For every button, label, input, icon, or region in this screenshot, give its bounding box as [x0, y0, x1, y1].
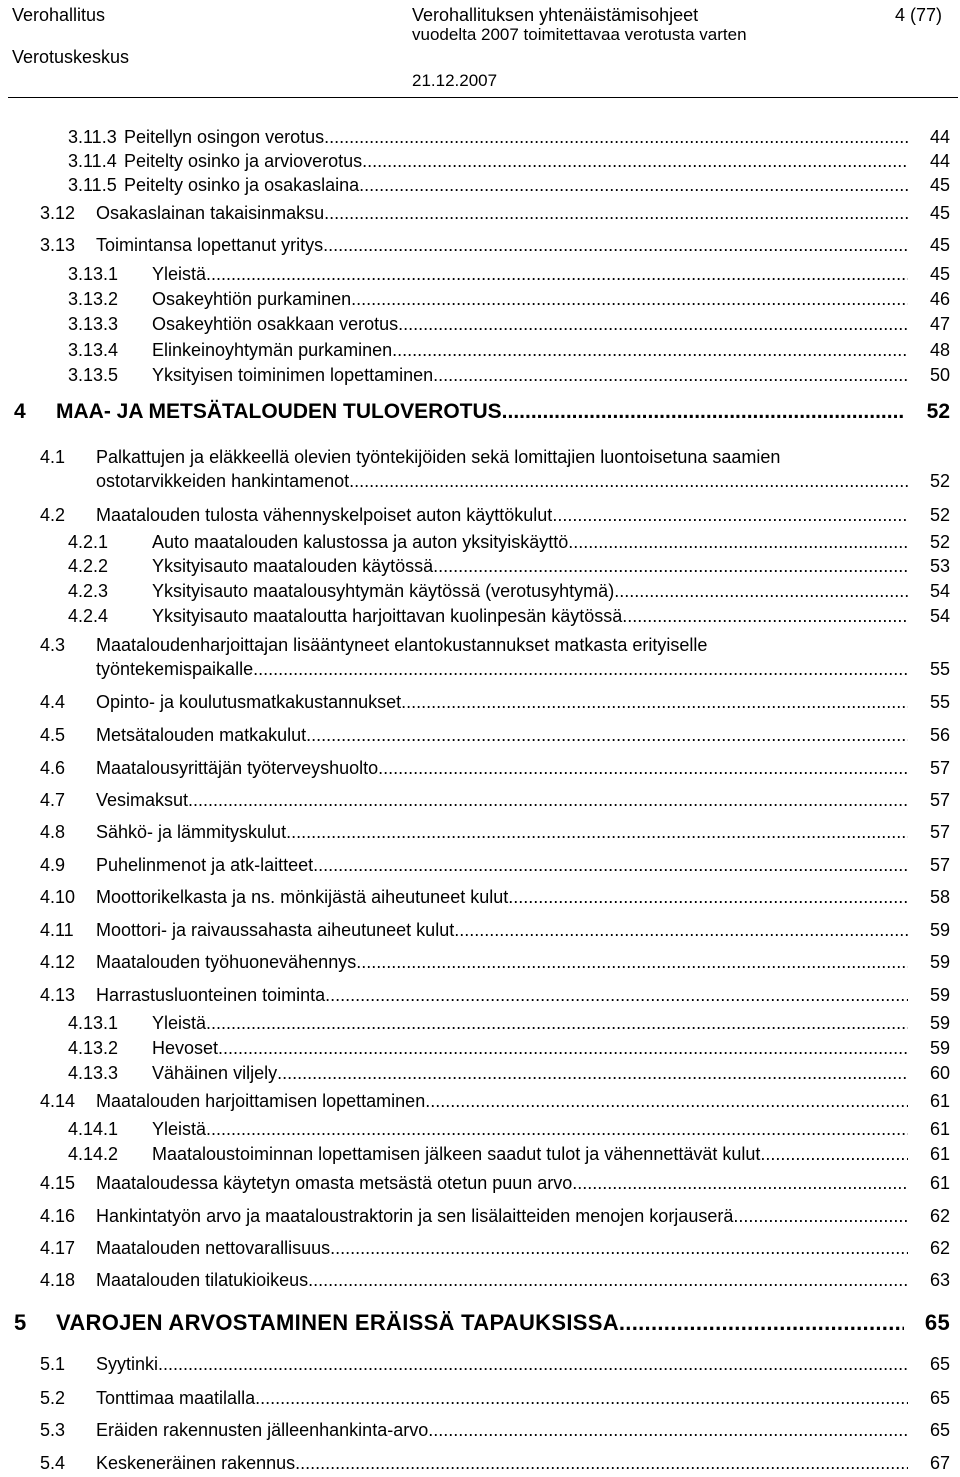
dot-leader	[356, 950, 908, 974]
dot-leader	[286, 820, 908, 844]
toc-entry-title-line	[96, 1418, 908, 1442]
toc-entry[interactable]	[0, 1309, 960, 1335]
toc-entry[interactable]	[0, 530, 960, 556]
toc-entry-title-line	[96, 1386, 908, 1410]
toc-entry-title-line	[96, 503, 908, 527]
toc-entry-title-line	[96, 950, 908, 974]
toc-entry-title-line	[96, 885, 908, 909]
toc-entry-number: 4.2.3	[68, 581, 109, 601]
toc-entry[interactable]	[0, 820, 960, 846]
dot-leader	[253, 657, 908, 681]
toc-entry-page: 57	[929, 855, 950, 875]
toc-entry-number: 4.8	[40, 822, 66, 842]
toc-entry-number: 3.13.1	[68, 264, 119, 284]
toc-entry[interactable]	[0, 1204, 960, 1230]
toc-entry-title: Yksityisauto maatalouden käytössä	[152, 556, 434, 576]
toc-entry[interactable]	[0, 1117, 960, 1143]
toc-entry-page: 54	[929, 606, 950, 626]
dot-leader	[206, 1011, 908, 1035]
dot-leader	[277, 1061, 908, 1085]
toc-entry-title: Yleistä	[152, 1119, 207, 1139]
toc-entry-title-line	[152, 1117, 908, 1141]
toc-entry-title: Moottori- ja raivaussahasta aiheutuneet kulut	[96, 920, 455, 940]
toc-entry-number: 3.13	[40, 235, 76, 255]
toc-entry-title-line	[56, 1309, 904, 1337]
dot-leader	[401, 690, 908, 714]
toc-entry-page: 48	[929, 340, 950, 360]
toc-entry-page: 55	[929, 659, 950, 679]
toc-entry-number: 3.11.5	[68, 175, 117, 195]
dot-leader	[206, 1117, 908, 1141]
toc-entry-title-line	[96, 983, 908, 1007]
toc-entry-page: 65	[929, 1354, 950, 1374]
toc-entry-title: Osakeyhtiön purkaminen	[152, 289, 352, 309]
toc-entry-title: Yksityisauto maataloutta harjoittavan kuolinpesän käytössä	[152, 606, 623, 626]
toc-entry-title-line	[96, 233, 908, 257]
toc-entry-page: 61	[929, 1119, 950, 1139]
toc-entry-title-line	[96, 1268, 908, 1292]
toc-entry-number: 3.11.4	[68, 151, 117, 171]
dot-leader	[433, 554, 908, 578]
toc-entry-page: 61	[929, 1091, 950, 1111]
toc-entry-title-line	[56, 398, 904, 426]
dot-leader	[330, 1236, 908, 1260]
toc-entry-number: 5.1	[40, 1354, 66, 1374]
toc-entry-title: Vesimaksut	[96, 790, 189, 810]
toc-entry-title: Hankintatyön arvo ja maataloustraktorin ja sen lisälaitteiden menojen korjauserä	[96, 1206, 734, 1226]
dot-leader	[619, 1309, 904, 1337]
toc-entry-page: 46	[929, 289, 950, 309]
toc-entry-number: 5.2	[40, 1388, 66, 1408]
toc-entry-title: Sähkö- ja lämmityskulut	[96, 822, 287, 842]
dot-leader	[324, 125, 908, 149]
toc-entry-number: 3.13.5	[68, 365, 119, 385]
dot-leader	[428, 1418, 908, 1442]
dot-leader	[158, 1352, 908, 1376]
toc-entry-number: 3.13.2	[68, 289, 119, 309]
toc-entry[interactable]	[0, 1142, 960, 1168]
toc-entry-title-line	[96, 756, 908, 780]
toc-entry-title-line2: ostotarvikkeiden hankintamenot	[96, 471, 350, 491]
toc-entry-title: Maataloudessa käytetyn omasta metsästä otetun puun arvo	[96, 1173, 573, 1193]
toc-entry-number: 4.2	[40, 505, 66, 525]
org-unit: Verotuskeskus	[12, 47, 130, 67]
toc-entry-title: Osakeyhtiön osakkaan verotus	[152, 314, 399, 334]
toc-entry-number: 5.4	[40, 1453, 66, 1473]
dot-leader	[362, 149, 908, 173]
toc-entry[interactable]	[0, 853, 960, 879]
toc-entry-number: 3.12	[40, 203, 76, 223]
toc-entry-page: 59	[929, 920, 950, 940]
toc-entry-number: 4.13.1	[68, 1013, 119, 1033]
dot-leader	[351, 287, 908, 311]
toc-entry-page: 63	[929, 1270, 950, 1290]
toc-entry-title: Peitelty osinko ja osakaslaina	[124, 175, 360, 195]
toc-entry-page: 59	[929, 952, 950, 972]
toc-entry[interactable]	[0, 149, 960, 175]
toc-entry-page: 60	[929, 1063, 950, 1083]
toc-entry-number: 4.2.1	[68, 532, 109, 552]
dot-leader	[425, 1089, 908, 1113]
toc-entry-page: 47	[929, 314, 950, 334]
dot-leader	[188, 788, 908, 812]
toc-entry-title-continued	[96, 657, 908, 681]
toc-entry-page: 57	[929, 822, 950, 842]
dot-leader	[206, 262, 908, 286]
toc-entry[interactable]	[0, 1352, 960, 1378]
dot-leader	[398, 312, 908, 336]
toc-entry-title-line	[96, 820, 908, 844]
toc-entry-title: Maatalouden harjoittamisen lopettaminen	[96, 1091, 426, 1111]
toc-entry[interactable]	[0, 788, 960, 814]
toc-entry[interactable]	[0, 233, 960, 259]
toc-entry-title: Maatalousyrittäjän työterveyshuolto	[96, 758, 379, 778]
toc-entry[interactable]	[0, 579, 960, 605]
toc-entry-page: 50	[929, 365, 950, 385]
toc-entry-title-line	[152, 604, 908, 628]
toc-entry-number: 4.4	[40, 692, 66, 712]
toc-entry-title-line	[152, 287, 908, 311]
toc-entry-title-line	[96, 853, 908, 877]
page-number: 4 (77)	[895, 5, 943, 25]
toc-entry-page: 59	[929, 1013, 950, 1033]
toc-entry-title-line	[152, 363, 908, 387]
toc-entry-title-line	[152, 1011, 908, 1035]
toc-entry-number: 5.3	[40, 1420, 66, 1440]
toc-entry-title: Maataloustoiminnan lopettamisen jälkeen saadut tulot ja vähennettävät kulut	[152, 1144, 761, 1164]
toc-entry-title: Metsätalouden matkakulut	[96, 725, 307, 745]
toc-entry[interactable]	[0, 1061, 960, 1087]
toc-entry-page: 59	[929, 985, 950, 1005]
toc-entry-title: Vähäinen viljely	[152, 1063, 278, 1083]
dot-leader	[313, 853, 908, 877]
toc-entry-title-line	[96, 918, 908, 942]
dot-leader	[614, 579, 908, 603]
toc-entry-page: 45	[929, 264, 950, 284]
toc-entry[interactable]	[0, 1236, 960, 1262]
toc-entry-title: Maatalouden tilatukioikeus	[96, 1270, 309, 1290]
toc-entry[interactable]	[0, 604, 960, 630]
dot-leader	[255, 1386, 908, 1410]
dot-leader	[325, 983, 908, 1007]
toc-entry-page: 45	[929, 235, 950, 255]
toc-entry-page: 44	[929, 127, 950, 147]
toc-entry-page: 62	[929, 1206, 950, 1226]
toc-entry[interactable]	[0, 363, 960, 389]
toc-entry-title: Yksityisauto maatalousyhtymän käytössä (verotusyhtymä)	[152, 581, 615, 601]
toc-entry-title-line	[96, 1204, 908, 1228]
toc-entry[interactable]	[0, 983, 960, 1009]
dot-leader	[324, 201, 908, 225]
toc-entry[interactable]	[0, 445, 960, 491]
toc-entry-title-line	[96, 723, 908, 747]
toc-entry-page: 45	[929, 175, 950, 195]
dot-leader	[508, 885, 908, 909]
toc-entry-number: 4.5	[40, 725, 66, 745]
toc-entry-number: 4.14.1	[68, 1119, 119, 1139]
toc-entry[interactable]	[0, 554, 960, 580]
toc-entry-number: 4.14	[40, 1091, 76, 1111]
dot-leader	[323, 233, 908, 257]
toc-entry-title-line	[152, 1061, 908, 1085]
toc-entry-number: 4.1	[40, 447, 66, 467]
toc-entry-title: VAROJEN ARVOSTAMINEN ERÄISSÄ TAPAUKSISSA	[56, 1310, 619, 1335]
toc-entry-title: Osakaslainan takaisinmaksu	[96, 203, 325, 223]
toc-entry-title-line	[96, 1451, 908, 1475]
toc-entry-number: 4.9	[40, 855, 66, 875]
toc-entry-page: 61	[929, 1173, 950, 1193]
toc-entry-number: 4.14.2	[68, 1144, 119, 1164]
toc-entry-page: 44	[929, 151, 950, 171]
toc-entry-page: 65	[924, 1310, 950, 1335]
toc-entry[interactable]	[0, 1268, 960, 1294]
toc-entry-number: 4.12	[40, 952, 76, 972]
toc-entry-title: Opinto- ja koulutusmatkakustannukset	[96, 692, 402, 712]
toc-entry-page: 52	[929, 505, 950, 525]
toc-entry-title: Maatalouden työhuonevähennys	[96, 952, 357, 972]
toc-entry-page: 59	[929, 1038, 950, 1058]
toc-entry-number: 4	[14, 400, 26, 423]
toc-entry-page: 58	[929, 887, 950, 907]
toc-entry-page: 56	[929, 725, 950, 745]
toc-entry[interactable]	[0, 918, 960, 944]
toc-entry-page: 67	[929, 1453, 950, 1473]
toc-entry-title-line	[152, 530, 908, 554]
toc-entry-title: Syytinki	[96, 1354, 159, 1374]
toc-entry-title: Yleistä	[152, 264, 207, 284]
toc-entry-page: 55	[929, 692, 950, 712]
dot-leader	[572, 1171, 908, 1195]
document-date: 21.12.2007	[412, 71, 498, 90]
toc-entry-title: Harrastusluonteinen toiminta	[96, 985, 326, 1005]
toc-entry-page: 53	[929, 556, 950, 576]
toc-entry[interactable]	[0, 1011, 960, 1037]
toc-entry-title: MAA- JA METSÄTALOUDEN TULOVEROTUS	[56, 400, 502, 423]
toc-entry-title-line	[96, 1089, 908, 1113]
toc-entry-title: Tonttimaa maatilalla	[96, 1388, 256, 1408]
toc-entry-title-continued	[96, 469, 908, 493]
dot-leader	[308, 1268, 908, 1292]
toc-entry-page: 52	[929, 471, 950, 491]
toc-entry-title: Maataloudenharjoittajan lisääntyneet elantokustannukset matkasta erityiselle	[96, 635, 708, 655]
toc-entry[interactable]	[0, 690, 960, 716]
toc-entry-title: Maatalouden nettovarallisuus	[96, 1238, 331, 1258]
document-subtitle: vuodelta 2007 toimitettavaa verotusta varten	[412, 25, 747, 44]
toc-entry-title: Elinkeinoyhtymän purkaminen	[152, 340, 393, 360]
toc-entry[interactable]	[0, 338, 960, 364]
toc-entry-number: 4.13	[40, 985, 76, 1005]
toc-entry-title-line	[96, 788, 908, 812]
dot-leader	[502, 398, 904, 426]
toc-entry-title-line	[96, 1171, 908, 1195]
toc-entry-number: 5	[14, 1310, 27, 1335]
toc-entry-title: Toimintansa lopettanut yritys	[96, 235, 324, 255]
dot-leader	[622, 604, 908, 628]
toc-entry-number: 4.2.2	[68, 556, 109, 576]
dot-leader	[306, 723, 908, 747]
toc-entry[interactable]	[0, 173, 960, 199]
toc-entry-number: 3.11.3	[68, 127, 117, 147]
toc-entry-title-line	[96, 1352, 908, 1376]
toc-entry-title-line	[152, 1142, 908, 1166]
toc-entry-title-line	[96, 201, 908, 225]
toc-entry-number: 4.17	[40, 1238, 76, 1258]
toc-entry[interactable]	[0, 287, 960, 313]
dot-leader	[454, 918, 908, 942]
toc-entry[interactable]	[0, 312, 960, 338]
toc-entry-page: 52	[926, 400, 950, 423]
toc-entry[interactable]	[0, 633, 960, 679]
org-name: Verohallitus	[12, 5, 106, 25]
toc-entry-number: 4.11	[40, 920, 74, 940]
toc-entry-title: Palkattujen ja eläkkeellä olevien työntekijöiden sekä lomittajien luontoisetuna saamien	[96, 447, 781, 467]
toc-entry[interactable]	[0, 201, 960, 227]
toc-entry[interactable]	[0, 1418, 960, 1444]
dot-leader	[295, 1451, 908, 1475]
toc-entry-title-line	[152, 312, 908, 336]
toc-entry-title: Puhelinmenot ja atk-laitteet	[96, 855, 314, 875]
toc-entry-title-line	[124, 125, 908, 149]
toc-entry-number: 4.13.3	[68, 1063, 119, 1083]
toc-entry-number: 3.13.4	[68, 340, 119, 360]
toc-entry-page: 57	[929, 758, 950, 778]
toc-entry[interactable]	[0, 1089, 960, 1115]
toc-entry-page: 61	[929, 1144, 950, 1164]
toc-entry-title-line	[124, 173, 908, 197]
toc-entry-number: 4.18	[40, 1270, 76, 1290]
toc-entry-title: Peitelty osinko ja arvioverotus	[124, 151, 363, 171]
toc-entry-title: Eräiden rakennusten jälleenhankinta-arvo	[96, 1420, 429, 1440]
toc-entry-page: 62	[929, 1238, 950, 1258]
toc-entry-title: Yleistä	[152, 1013, 207, 1033]
toc-entry-number: 4.3	[40, 635, 66, 655]
dot-leader	[552, 503, 908, 527]
toc-entry-number: 4.13.2	[68, 1038, 119, 1058]
toc-entry[interactable]	[0, 1036, 960, 1062]
dot-leader	[218, 1036, 908, 1060]
toc-entry-title: Peitellyn osingon verotus	[124, 127, 325, 147]
toc-entry-page: 65	[929, 1388, 950, 1408]
dot-leader	[433, 363, 908, 387]
toc-entry-title: Keskeneräinen rakennus	[96, 1453, 296, 1473]
toc-entry[interactable]	[0, 125, 960, 151]
toc-entry-number: 4.2.4	[68, 606, 109, 626]
toc-entry-page: 65	[929, 1420, 950, 1440]
dot-leader	[359, 173, 908, 197]
toc-entry-page: 57	[929, 790, 950, 810]
toc-entry[interactable]	[0, 723, 960, 749]
toc-entry-number: 4.16	[40, 1206, 76, 1226]
toc-entry-title-line	[152, 579, 908, 603]
toc-entry-page: 54	[929, 581, 950, 601]
dot-leader	[733, 1204, 908, 1228]
toc-entry-title-line2: työntekemispaikalle	[96, 659, 254, 679]
toc-entry-title-line	[152, 554, 908, 578]
toc-entry[interactable]	[0, 885, 960, 911]
toc-entry-number: 4.10	[40, 887, 76, 907]
toc-entry-title-line	[152, 262, 908, 286]
document-title: Verohallituksen yhtenäistämisohjeet	[412, 5, 699, 25]
toc-entry-number: 4.6	[40, 758, 66, 778]
dot-leader	[568, 530, 908, 554]
toc-entry-title-line	[124, 149, 908, 173]
toc-entry[interactable]	[0, 1386, 960, 1412]
toc-entry[interactable]	[0, 398, 960, 424]
toc-entry-title-line	[152, 338, 908, 362]
dot-leader	[378, 756, 908, 780]
toc-entry-title: Moottorikelkasta ja ns. mönkijästä aiheutuneet kulut	[96, 887, 509, 907]
dot-leader	[392, 338, 908, 362]
toc-entry[interactable]	[0, 950, 960, 976]
toc-entry-title: Maatalouden tulosta vähennyskelpoiset auton käyttökulut	[96, 505, 553, 525]
toc-entry-number: 4.7	[40, 790, 66, 810]
toc-entry[interactable]	[0, 1451, 960, 1477]
toc-entry-page: 52	[929, 532, 950, 552]
toc-entry-number: 3.13.3	[68, 314, 119, 334]
dot-leader	[760, 1142, 908, 1166]
toc-entry-title: Hevoset	[152, 1038, 219, 1058]
toc-entry-title-line	[96, 1236, 908, 1260]
toc-entry[interactable]	[0, 503, 960, 529]
toc-entry-title-line	[152, 1036, 908, 1060]
dot-leader	[349, 469, 908, 493]
toc-entry-title: Yksityisen toiminimen lopettaminen	[152, 365, 434, 385]
toc-entry[interactable]	[0, 262, 960, 288]
toc-entry-number: 4.15	[40, 1173, 76, 1193]
toc-entry[interactable]	[0, 756, 960, 782]
toc-entry-title: Auto maatalouden kalustossa ja auton yksityiskäyttö	[152, 532, 569, 552]
toc-entry-page: 45	[929, 203, 950, 223]
toc-entry[interactable]	[0, 1171, 960, 1197]
toc-entry-title-line	[96, 690, 908, 714]
